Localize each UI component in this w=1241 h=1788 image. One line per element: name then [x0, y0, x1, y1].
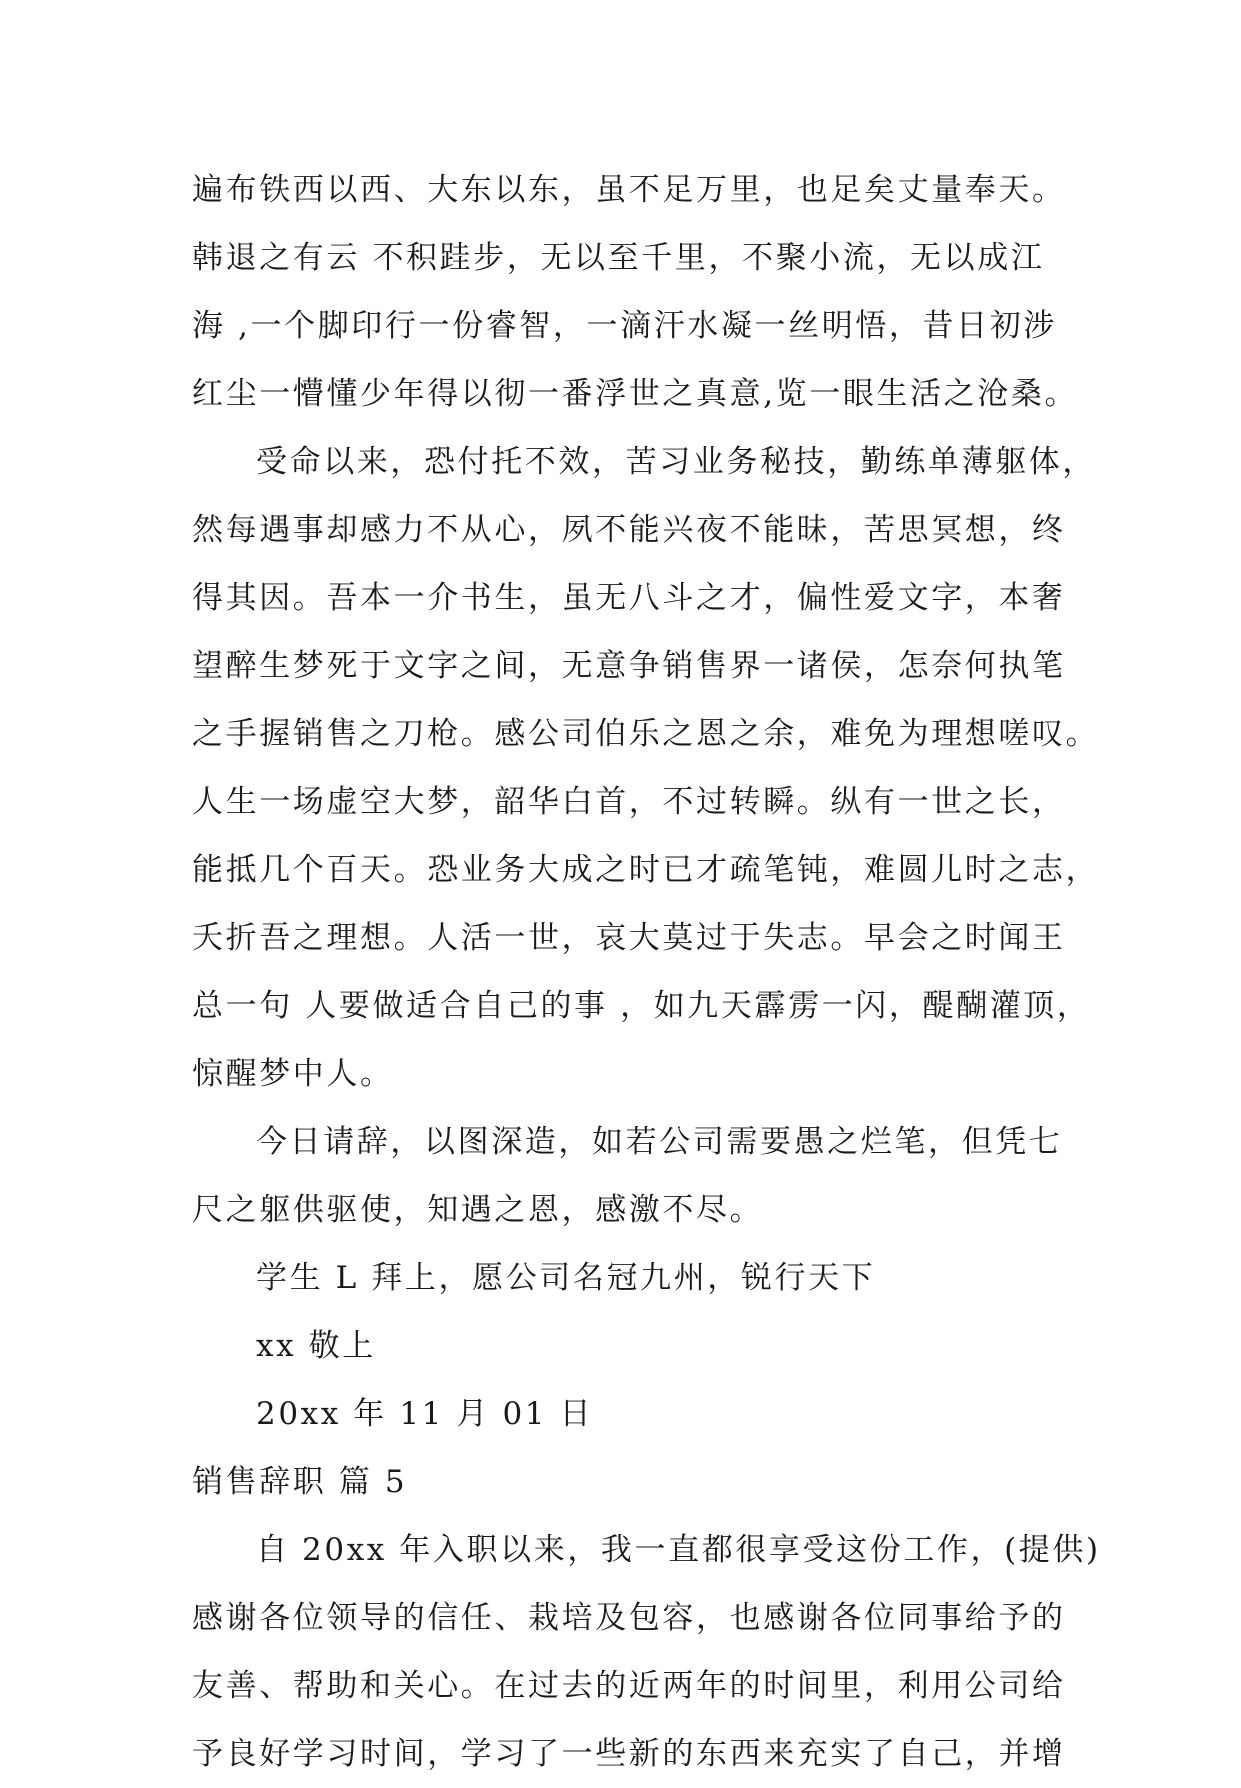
signature-name: xx 敬上 [256, 1328, 376, 1364]
text-line: 得其因。吾本一介书生，虽无八斗之才，偏性爱文字，本奢 [192, 580, 1066, 616]
signature-line: 学生 L 拜上，愿公司名冠九州，锐行天下 [256, 1260, 876, 1296]
paragraph-start-line: 今日请辞，以图深造，如若公司需要愚之烂笔，但凭七 [256, 1124, 1063, 1160]
text-line: 遍布铁西以西、大东以东，虽不足万里，也足矣丈量奉天。 [192, 172, 1066, 208]
section-heading: 销售辞职 篇 5 [192, 1464, 408, 1500]
text-line: 总一句 人要做适合自己的事 ，如九天霹雳一闪，醍醐灌顶， [192, 988, 1091, 1024]
paragraph-start-line: 受命以来，恐付托不效，苦习业务秘技，勤练单薄躯体， [256, 444, 1096, 480]
text-line: 友善、帮助和关心。在过去的近两年的时间里，利用公司给 [192, 1668, 1066, 1704]
text-line: 夭折吾之理想。人活一世，哀大莫过于失志。早会之时闻王 [192, 920, 1066, 956]
text-line: 韩退之有云 不积跬步，无以至千里，不聚小流，无以成江 [192, 240, 1045, 276]
text-line: 感谢各位领导的信任、栽培及包容，也感谢各位同事给予的 [192, 1600, 1066, 1636]
paragraph-start-line: 自 20xx 年入职以来，我一直都很享受这份工作，(提供) [256, 1532, 1101, 1568]
document-body [192, 156, 1101, 1788]
text-line: 人生一场虚空大梦，韶华白首，不过转瞬。纵有一世之长， [192, 784, 1066, 820]
text-line: 予良好学习时间，学习了一些新的东西来充实了自己，并增 [192, 1736, 1066, 1772]
text-line: 能抵几个百天。恐业务大成之时已才疏笔钝，难圆儿时之志， [192, 852, 1100, 888]
text-line: 之手握销售之刀枪。感公司伯乐之恩之余，难免为理想嗟叹。 [192, 716, 1100, 752]
text-line: 红尘一懵懂少年得以彻一番浮世之真意,览一眼生活之沧桑。 [192, 376, 1079, 412]
text-line: 然每遇事却感力不从心，夙不能兴夜不能昧，苦思冥想，终 [192, 512, 1066, 548]
text-line: 尺之躯供驱使，知遇之恩，感激不尽。 [192, 1192, 764, 1228]
text-line: 惊醒梦中人。 [192, 1056, 394, 1092]
text-line: 海 ,一个脚印行一份睿智，一滴汗水凝一丝明悟，昔日初涉 [192, 308, 1057, 344]
signature-date: 20xx 年 11 月 01 日 [256, 1396, 594, 1432]
text-line: 望醉生梦死于文字之间，无意争销售界一诸侯，怎奈何执笔 [192, 648, 1066, 684]
